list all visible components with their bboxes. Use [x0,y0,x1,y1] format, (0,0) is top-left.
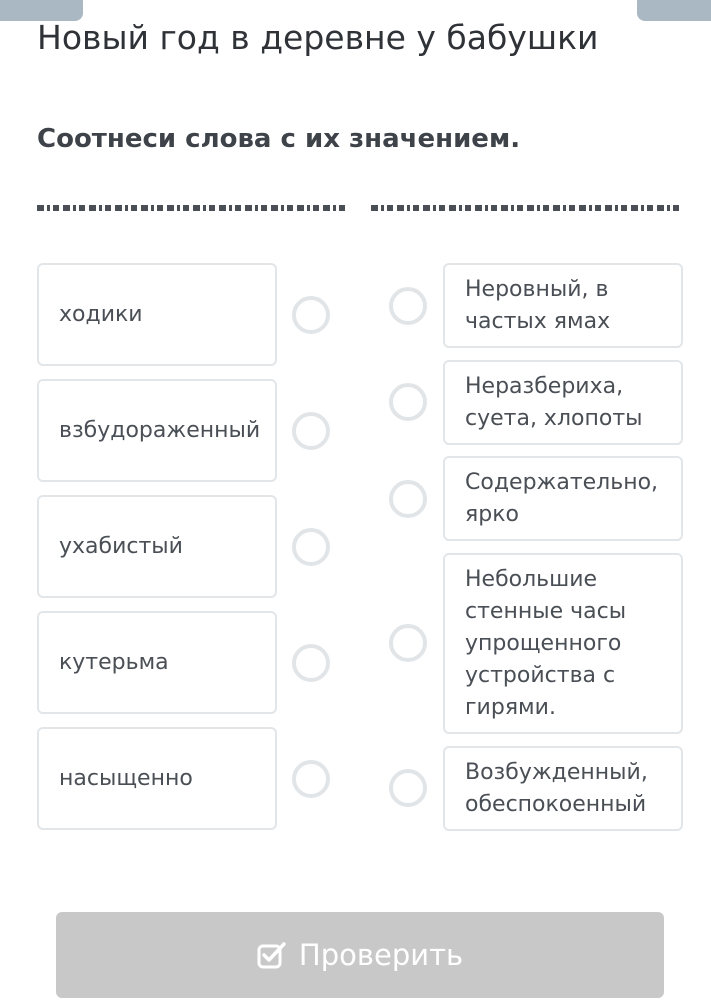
meaning-connector-5[interactable] [389,769,427,807]
meaning-card-2[interactable] [443,360,683,445]
task-instruction: Соотнеси слова с их значением. [37,124,521,154]
check-button[interactable] [56,912,664,998]
meaning-label: Небольшие стенные часы упрощенного устройства с гирями. [465,566,627,720]
word-connector-5[interactable] [292,760,330,798]
meaning-label: Неразбериха, суета, хлопоты [465,373,643,431]
meaning-connector-2[interactable] [389,383,427,421]
word-card-5[interactable] [37,727,277,830]
meaning-connector-1[interactable] [389,287,427,325]
word-card-3[interactable] [37,495,277,598]
checkbox-icon [257,941,287,969]
word-connector-1[interactable] [292,296,330,334]
page-title: Новый год в деревне у бабушки [37,18,599,57]
word-label: насыщенно [59,765,193,791]
meaning-card-1[interactable] [443,263,683,348]
meaning-label: Содержательно, ярко [465,469,659,527]
meaning-label: Неровный, в частых ямах [465,276,611,334]
meaning-connector-4[interactable] [389,624,427,662]
meaning-card-4[interactable] [443,553,683,734]
word-card-1[interactable] [37,263,277,366]
word-label: ходики [59,301,143,327]
meaning-card-3[interactable] [443,456,683,541]
divider-dashed [37,204,683,212]
word-connector-3[interactable] [292,528,330,566]
word-label: взбудораженный [59,417,261,443]
check-button-label: Проверить [298,938,464,972]
word-label: ухабистый [59,533,183,559]
meaning-card-5[interactable] [443,746,683,831]
word-card-2[interactable] [37,379,277,482]
word-label: кутерьма [59,649,169,675]
meaning-label: Возбужденный, обеспокоенный [465,759,648,817]
top-right-tab [637,0,711,21]
meaning-connector-3[interactable] [389,480,427,518]
word-connector-4[interactable] [292,644,330,682]
word-connector-2[interactable] [292,412,330,450]
word-card-4[interactable] [37,611,277,714]
